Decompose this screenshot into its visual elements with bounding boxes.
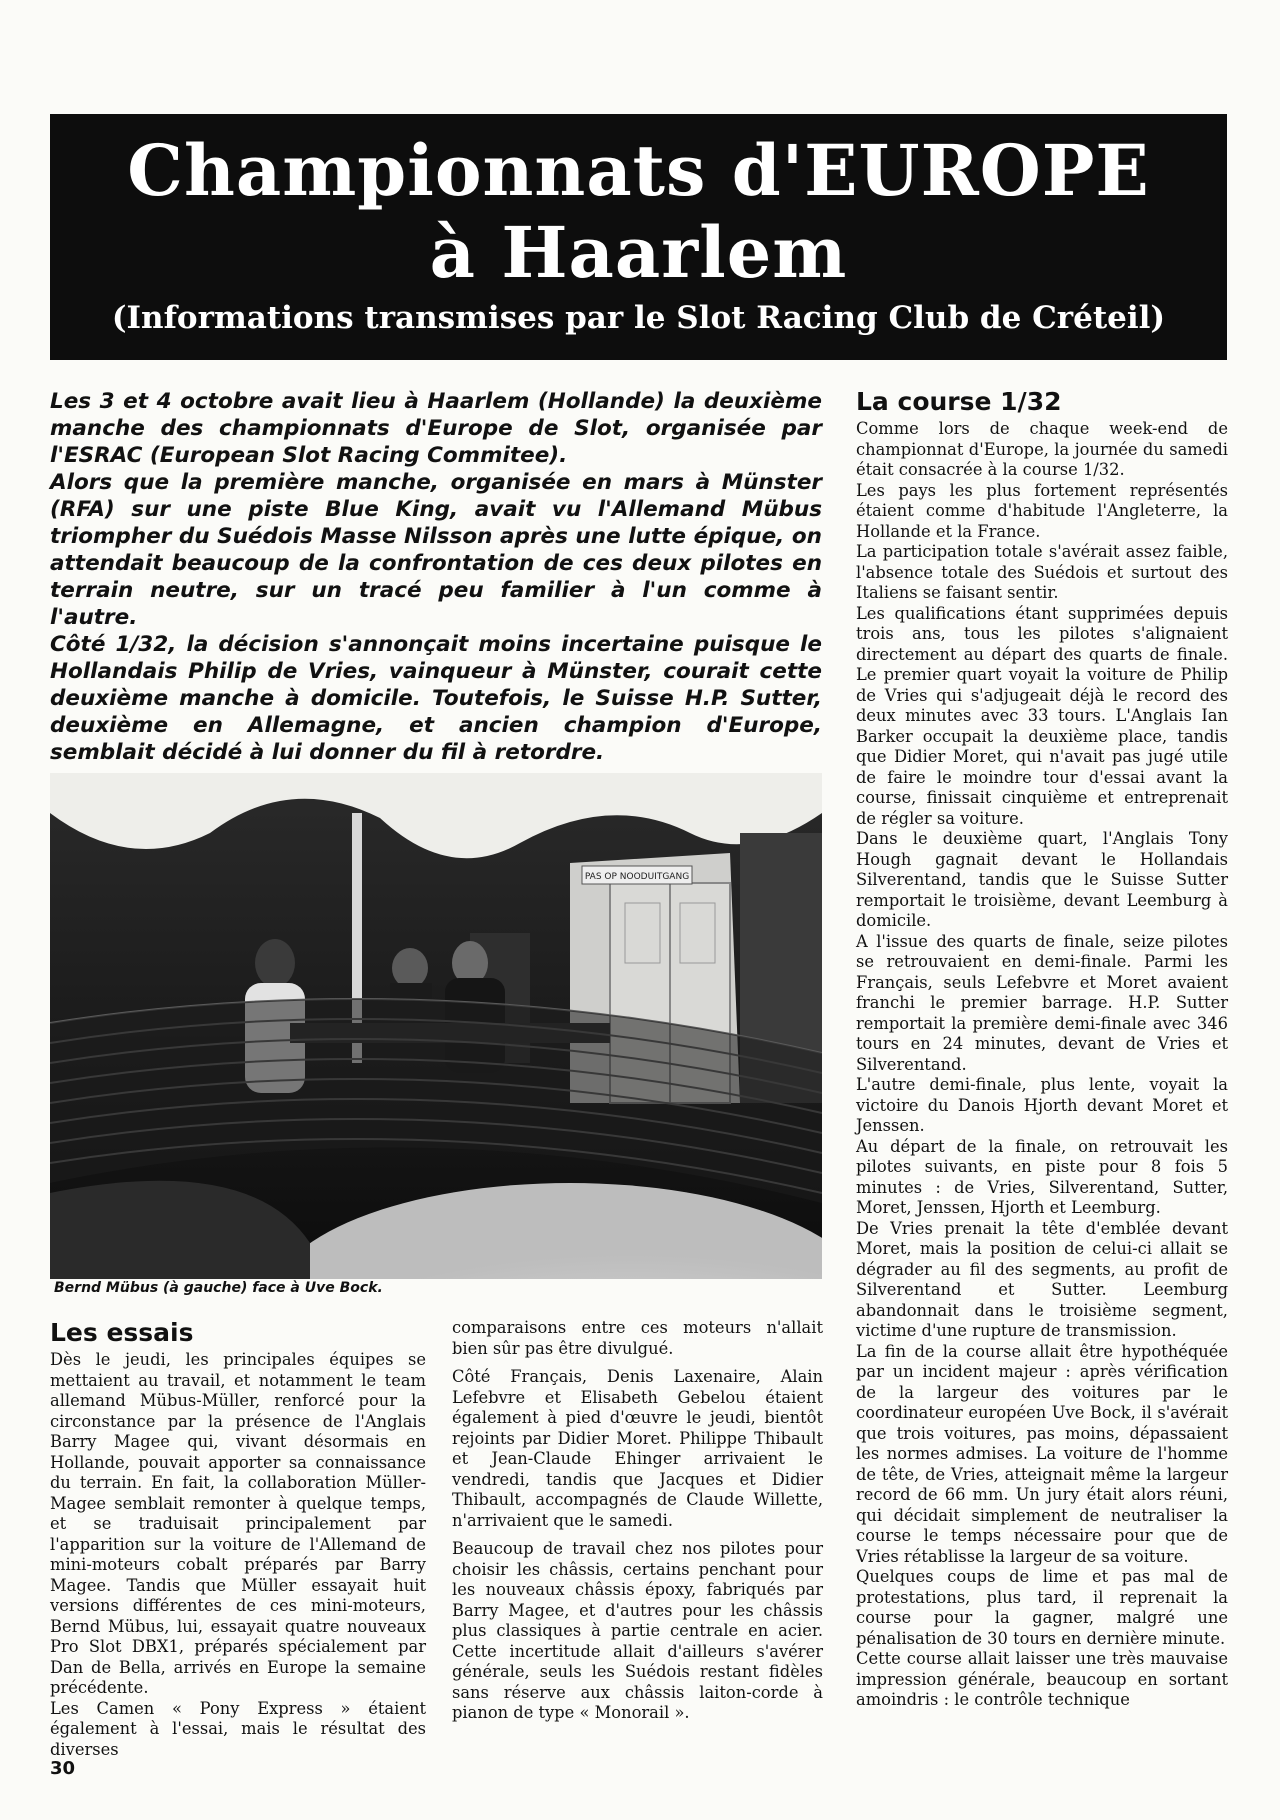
section-heading-course: La course 1/32 <box>856 387 1062 416</box>
intro-paragraph: Côté 1/32, la décision s'annonçait moins incertaine puisque le Hollandais Philip de Vries, vainqueur à Münster, courait cette deuxième manche à domicile. Toutefois, le Suisse H.P. Sutter, deuxième en Allemagne, et ancien champion d'Europe, semblait décidé à lui donner du fil à retordre. <box>50 632 822 765</box>
body-paragraph: La participation totale s'avérait assez faible, l'absence totale des Suédois et surtout des Italiens se faisant sentir. <box>856 542 1228 602</box>
body-paragraph: Les Camen « Pony Express » étaient également à l'essai, mais le résultat des diverses <box>50 1698 426 1759</box>
body-paragraph: La fin de la course allait être hypothéquée par un incident majeur : après vérification de la largeur des voitures par le coordinateur européen Uve Bock, il s'avérait que trois voitures, pas moins, dépassaient les normes admises. La voiture de l'homme de tête, de Vries, atteignait même la largeur record de 66 mm. Un jury était alors réuni, qui décidait simplement de neutraliser la course le temps nécessaire pour que de Vries rétablisse la largeur de sa voiture. <box>856 1341 1228 1566</box>
body-paragraph: Beaucoup de travail chez nos pilotes pour choisir les châssis, certains penchant pour les nouveaux châssis époxy, fabriqués par Barry Magee, et d'autres pour les châssis plus classiques à partie centrale en acier. Cette incertitude allait d'ailleurs s'avérer générale, seuls les Suédois restant fidèles sans réserve aux châssis laiton-corde à pianon de type « Monorail ». <box>452 1539 823 1722</box>
body-paragraph: De Vries prenait la tête d'emblée devant Moret, mais la position de celui-ci allait se dégrader au fil des segments, au profit de Silverentand et Sutter. Leemburg abandonnait dans le troisième segment, victime d'une rupture de transmission. <box>856 1218 1228 1340</box>
body-paragraph: Côté Français, Denis Laxenaire, Alain Lefebvre et Elisabeth Gebelou étaient également à pied d'œuvre le jeudi, bientôt rejoints par Didier Moret. Philippe Thibault et Jean-Claude Ehinger arrivaient le vendredi, tandis que Jacques et Didier Thibault, accompagnés de Claude Willette, n'arrivaient que le samedi. <box>452 1367 823 1530</box>
body-paragraph: Quelques coups de lime et pas mal de protestations, plus tard, il reprenait la course pour la gagner, malgré une pénalisation de 30 tours en dernière minute. <box>856 1567 1228 1648</box>
race-photo <box>50 773 822 1279</box>
intro-lead <box>50 388 822 766</box>
intro-paragraph: Alors que la première manche, organisée en mars à Münster (RFA) sur une piste Blue King, avait vu l'Allemand Mübus triompher du Suédois Masse Nilsson après une lutte épique, on attendait beaucoup de la confrontation de ces deux pilotes en terrain neutre, sur un tracé peu familier à l'un comme à l'autre. <box>50 470 822 630</box>
title-banner <box>50 114 1227 360</box>
essais-column-2 <box>452 1318 823 1724</box>
headline-line1: Championnats d'EUROPE <box>127 129 1150 212</box>
headline-line2: à Haarlem <box>429 211 848 294</box>
section-heading-essais: Les essais <box>50 1318 194 1347</box>
body-paragraph: Les qualifications étant supprimées depuis trois ans, tous les pilotes s'alignaient directement au départ des quarts de finale. Le premier quart voyait la voiture de Philip de Vries qui s'adjugeait déjà le record des deux minutes avec 33 tours. L'Anglais Ian Barker occupait la deuxième place, tandis que Didier Moret, qui n'avait pas jugé utile de faire le moindre tour d'essai avant la course, finissait cinquième et entreprenait de régler sa voiture. <box>856 603 1228 828</box>
photo-caption: Bernd Mübus (à gauche) face à Uve Bock. <box>54 1280 383 1296</box>
body-paragraph: Au départ de la finale, on retrouvait les pilotes suivants, en piste pour 8 fois 5 minutes : de Vries, Silverentand, Sutter, Moret, Jenssen, Hjorth et Leemburg. <box>856 1136 1228 1217</box>
body-paragraph: Comme lors de chaque week-end de championnat d'Europe, la journée du samedi était consacrée à la course 1/32. <box>856 419 1228 479</box>
headline-subtitle: (Informations transmises par le Slot Racing Club de Créteil) <box>111 300 1166 336</box>
essais-column-1 <box>50 1318 426 1760</box>
page-number: 30 <box>50 1758 76 1779</box>
exit-sign: PAS OP NOODUITGANG <box>584 872 690 882</box>
course-column <box>856 387 1228 1711</box>
body-paragraph: Dès le jeudi, les principales équipes se mettaient au travail, et notamment le team allemand Mübus-Müller, renforcé pour la circonstance par la présence de l'Anglais Barry Magee qui, vivant désormais en Hollande, pouvait apporter sa connaissance du terrain. En fait, la collaboration Müller-Magee semblait remonter à quelque temps, et se traduisait principalement par l'apparition sur la voiture de l'Allemand de mini-moteurs cobalt préparés par Barry Magee. Tandis que Müller essayait huit versions différentes de ces mini-moteurs, Bernd Mübus, lui, essayait quatre nouveaux Pro Slot DBX1, préparés spécialement par Dan de Bella, arrivés en Europe la semaine précédente. <box>50 1350 426 1697</box>
body-paragraph: comparaisons entre ces moteurs n'allait bien sûr pas être divulgué. <box>452 1318 823 1358</box>
body-paragraph: Les pays les plus fortement représentés étaient comme d'habitude l'Angleterre, la Hollande et la France. <box>856 480 1228 541</box>
body-paragraph: L'autre demi-finale, plus lente, voyait la victoire du Danois Hjorth devant Moret et Jenssen. <box>856 1075 1228 1135</box>
body-paragraph: A l'issue des quarts de finale, seize pilotes se retrouvaient en demi-finale. Parmi les Français, seuls Lefebvre et Moret avaient franchi le premier barrage. H.P. Sutter remportait la première demi-finale avec 346 tours en 24 minutes, devant de Vries et Silverentand. <box>856 931 1228 1074</box>
intro-paragraph: Les 3 et 4 octobre avait lieu à Haarlem (Hollande) la deuxième manche des championnats d'Europe de Slot, organisée par l'ESRAC (European Slot Racing Commitee). <box>50 389 822 468</box>
photo-illustration <box>50 773 822 1279</box>
body-paragraph: Dans le deuxième quart, l'Anglais Tony Hough gagnait devant le Hollandais Silverentand, tandis que le Suisse Sutter remportait le troisième, devant Leemburg à domicile. <box>856 829 1228 930</box>
body-paragraph: Cette course allait laisser une très mauvaise impression générale, beaucoup en sortant amoindris : le contrôle technique <box>856 1649 1228 1709</box>
